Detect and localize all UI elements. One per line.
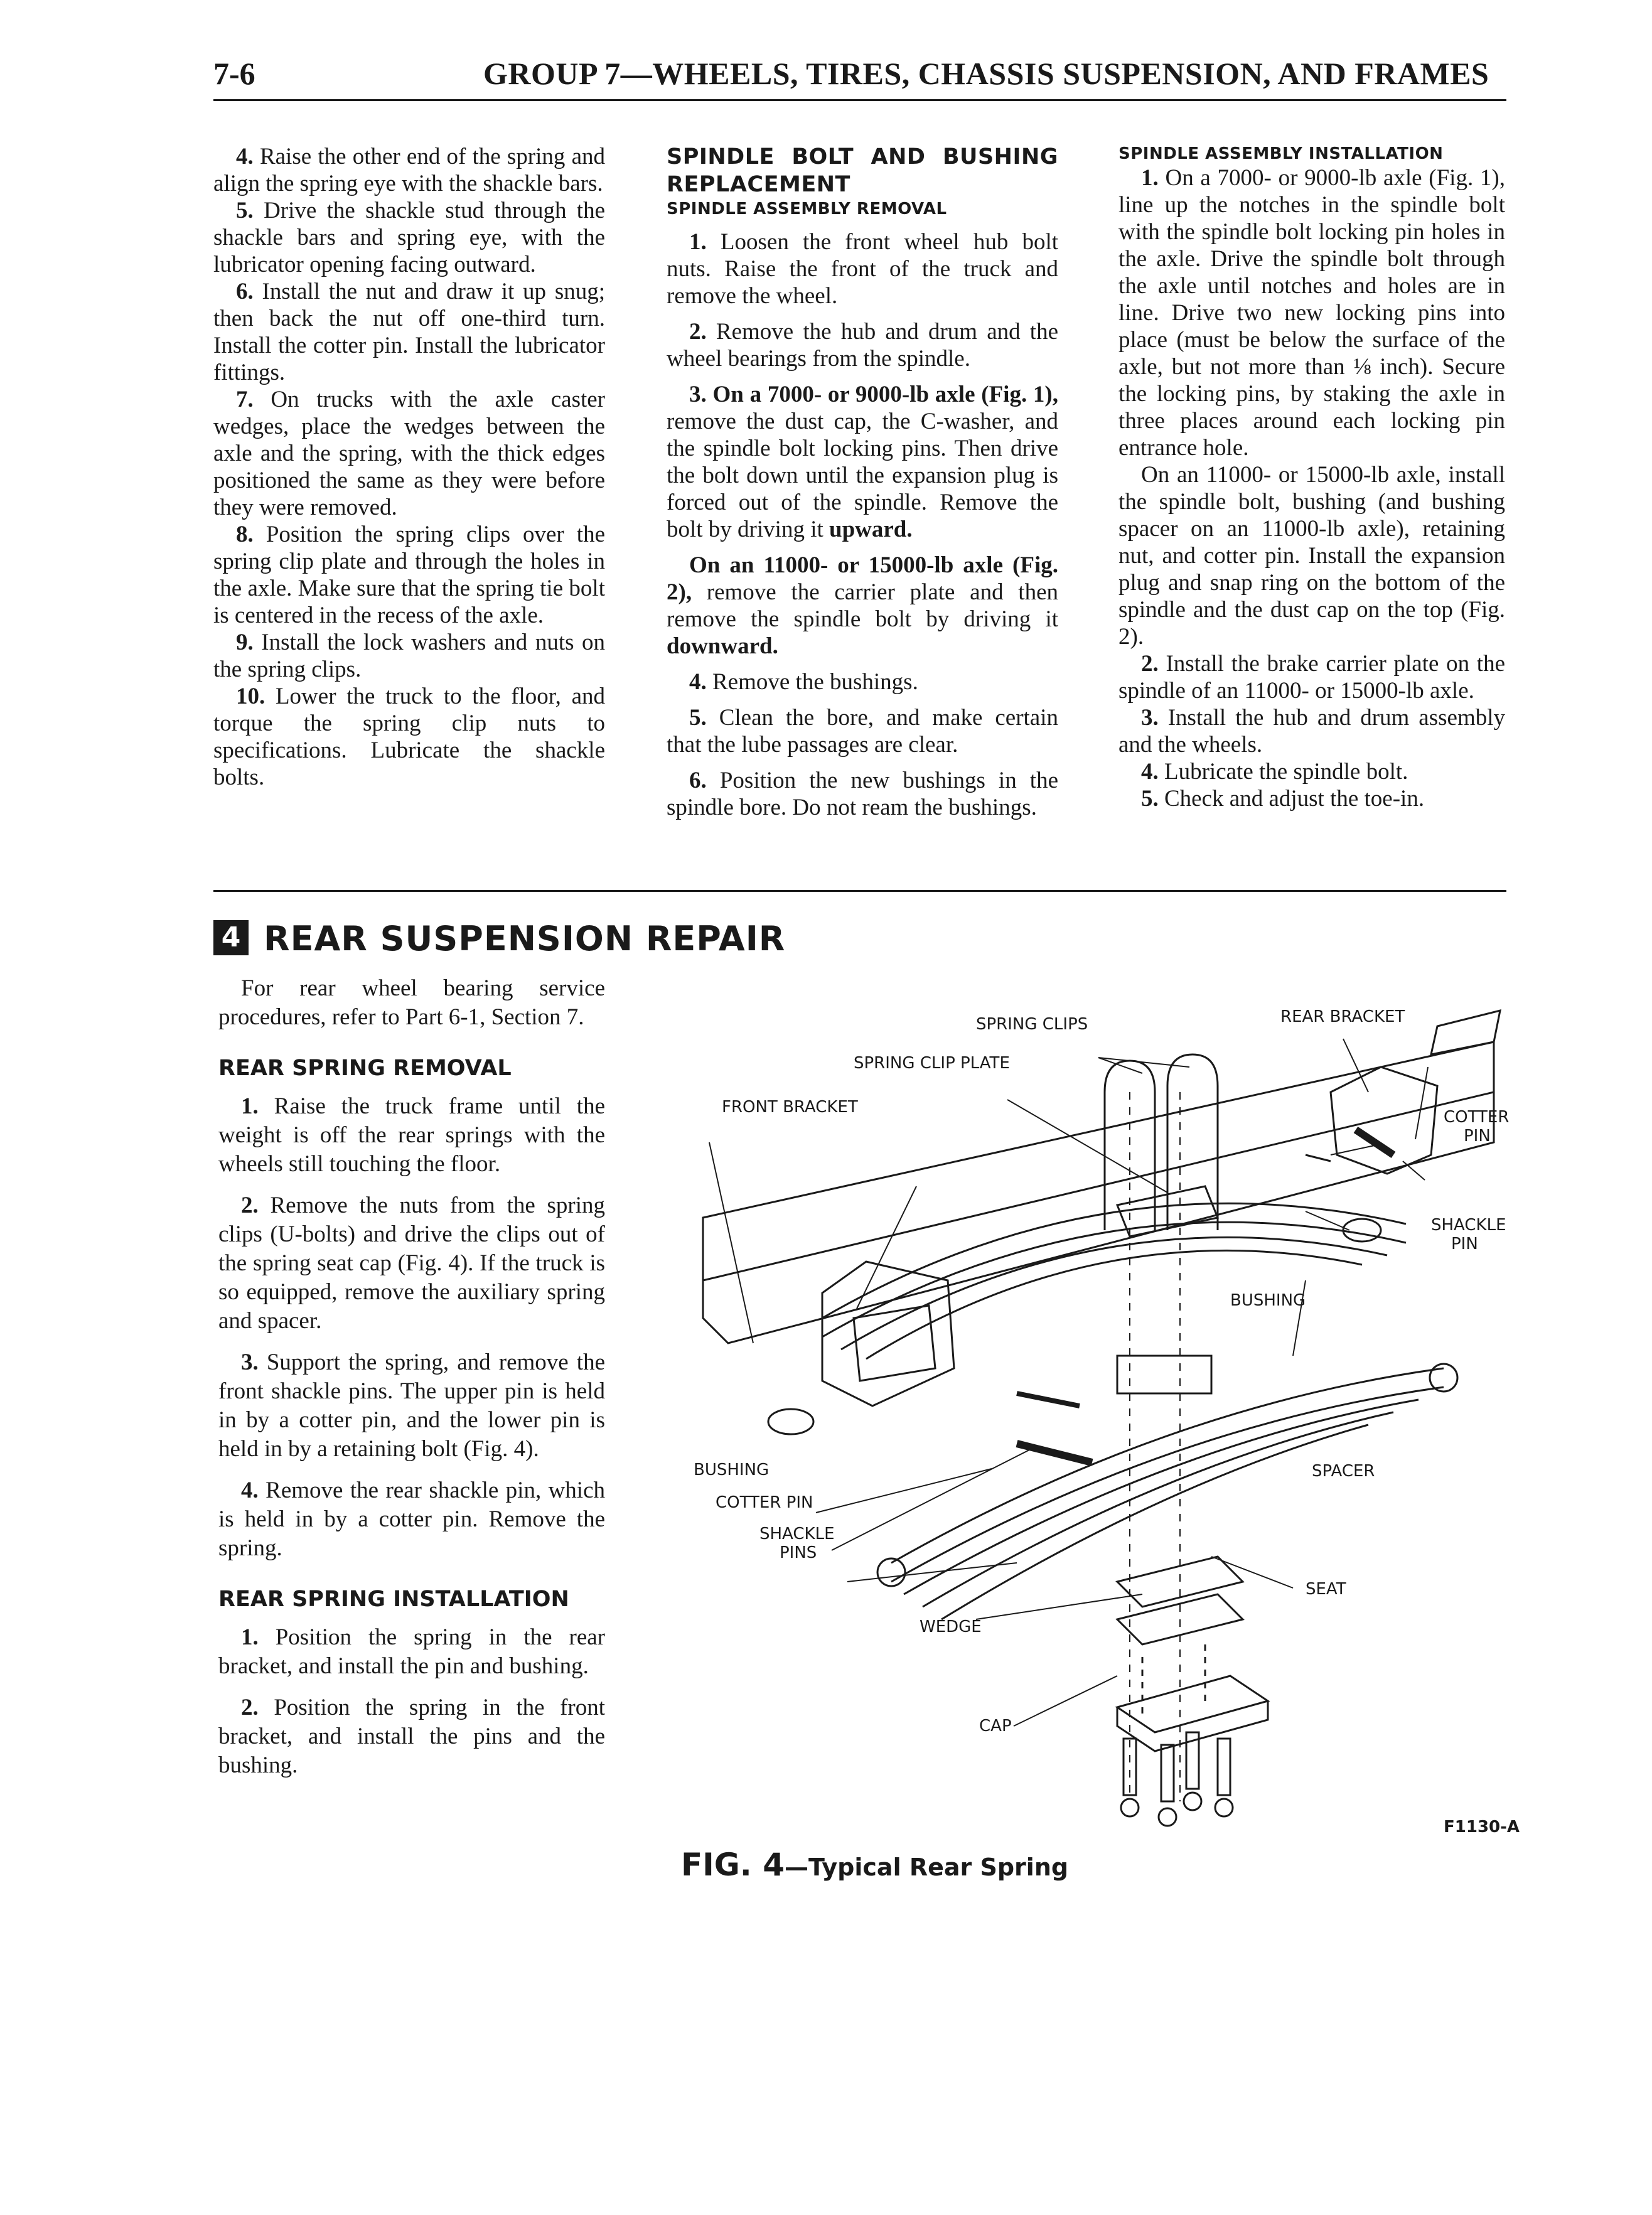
paragraph: 4. Raise the other end of the spring and align the spring eye with the shackle bars. [213,144,606,196]
rear-bracket [1331,1067,1437,1174]
header-rule [213,99,1506,101]
column-3-top [1118,143,1505,812]
paragraph: 2. Remove the nuts from the spring clips (U-bolts) and drive the clips out of the spring seat cap (Fig. 4). If the truck is so equipped, remove the auxiliary spring and spacer. [218,1193,606,1334]
label-shackle-pins: PINS [780,1543,817,1562]
page-number: 7-6 [213,56,255,91]
label-shackle-pin-right: SHACKLE [1431,1216,1506,1235]
subsection-heading: SPINDLE ASSEMBLY INSTALLATION [1118,144,1444,163]
label-cotter-pin-right: COTTER [1444,1108,1510,1127]
paragraph: 3. Support the spring, and remove the front shackle pins. The upper pin is held in by a cotter pin, and the lower pin is held in by a retaining bolt (Fig. 4). [218,1349,606,1462]
paragraph: 6. Position the new bushings in the spindle bore. Do not ream the bushings. [667,768,1058,820]
paragraph: 3. Install the hub and drum assembly and the wheels. [1118,705,1506,758]
paragraph: 2. Remove the hub and drum and the wheel bearings from the spindle. [667,319,1058,372]
paragraph: 2. Position the spring in the front bracket, and install the pins and the bushing. [218,1695,605,1778]
cap [1117,1676,1268,1732]
section-number-badge: 4 [213,920,249,955]
label-spring-clip-plate: SPRING CLIP PLATE [854,1054,1010,1073]
paragraph: 5. Clean the bore, and make certain that the lube passages are clear. [667,705,1059,758]
column-1-top [213,143,605,791]
paragraph: 5. Check and adjust the toe-in. [1141,786,1425,812]
intro-paragraph: For rear wheel bearing service procedures, refer to Part 6-1, Section 7. [218,975,605,1030]
subsection-heading: SPINDLE ASSEMBLY REMOVAL [667,200,947,218]
paragraph: 3. On a 7000- or 9000-lb axle (Fig. 1), remove the dust cap, the C-washer, and the spindle bolt locking pins. Then drive the bolt down until the expansion plug is forced out of the spindle. Remove the bolt by driving it upward. [667,382,1059,542]
paragraph: 5. Drive the shackle stud through the shackle bars and spring eye, with the lubricator opening facing outward. [213,198,605,277]
section-title: REAR SUSPENSION REPAIR [264,919,786,958]
label-rear-bracket: REAR BRACKET [1280,1007,1405,1026]
paragraph: 1. Raise the truck frame until the weight is off the rear springs with the wheels still touching the floor. [218,1093,605,1177]
figure-number: FIG. 4 [681,1847,785,1883]
cotter-pin-right [1306,1155,1331,1161]
label-bushing-right: BUSHING [1230,1291,1306,1310]
paragraph: 6. Install the nut and draw it up snug; then back the nut off one-third turn. Install the cotter pin. Install the lubricator fittings. [213,279,606,385]
paragraph: 7. On trucks with the axle caster wedges, place the wedges between the axle and the spring, with the thick edges positioned the same as they were before they were removed. [213,387,605,520]
paragraph: 10. Lower the truck to the floor, and torque the spring clip nuts to specifications. Lubricate the shackle bolts. [213,684,606,790]
figure-caption [681,1847,1068,1883]
shackle-pin-right [1356,1130,1393,1155]
paragraph: 4. Remove the bushings. [689,669,918,695]
label-cotter-pin-right: PIN [1464,1127,1491,1145]
paragraph: 8. Position the spring clips over the spring clip plate and through the holes in the axle. Make sure that the spring tie bolt is centered in the recess of the axle. [213,522,605,628]
paragraph: 1. On a 7000- or 9000-lb axle (Fig. 1), line up the notches in the spindle bolt with the spindle bolt locking pin holes in the axle. Drive the spindle bolt through the axle until notches and holes are in line. Drive two new locking pins into place (must be below the surface of the axle, but not more than ⅛ inch). Secure the locking pins, by staking the axle in three places around each locking pin entrance hole. [1118,165,1505,461]
paragraph: On an 11000- or 15000-lb axle, install the spindle bolt, bushing (and bushing spacer on an 11000-lb axle), retaining nut, and cotter pin. Install the expansion plug and snap ring on the bottom of the spindle and the dust cap on the top (Fig. 2). [1118,462,1505,650]
label-shackle-pins: SHACKLE [759,1525,835,1543]
label-spring-clips: SPRING CLIPS [976,1015,1088,1034]
frame-rail [703,1042,1494,1280]
installation-heading: REAR SPRING INSTALLATION [218,1587,569,1612]
label-cap: CAP [979,1717,1012,1735]
spacer-block [1117,1356,1211,1393]
label-seat: SEAT [1306,1580,1346,1599]
paragraph: 9. Install the lock washers and nuts on the spring clips. [213,630,606,682]
rear-spring-exploded-diagram [665,967,1531,1845]
label-front-bracket: FRONT BRACKET [722,1098,858,1117]
column-2-top [667,143,1058,821]
figure-code: F1130-A [1444,1818,1520,1837]
paragraph: 1. Position the spring in the rear bracket, and install the pin and bushing. [218,1624,605,1679]
label-cotter-pin-left: COTTER PIN [716,1493,813,1512]
rear-suspension-text-column [218,974,605,1780]
label-shackle-pin-right: PIN [1451,1235,1478,1253]
paragraph: 4. Lubricate the spindle bolt. [1141,759,1408,785]
label-bushing-left: BUSHING [694,1461,770,1479]
bushing-left [768,1409,813,1434]
removal-heading: REAR SPRING REMOVAL [218,1056,512,1081]
paragraph: 4. Remove the rear shackle pin, which is held in by a cotter pin. Remove the spring. [218,1478,606,1561]
paragraph: 1. Loosen the front wheel hub bolt nuts. Raise the front of the truck and remove the wheel. [667,229,1059,309]
page-header-title: GROUP 7—WHEELS, TIRES, CHASSIS SUSPENSION, AND FRAMES [483,56,1489,91]
section-heading: SPINDLE BOLT AND BUSHING REPLACEMENT [667,144,1058,197]
label-wedge: WEDGE [920,1617,982,1636]
paragraph: 2. Install the brake carrier plate on the spindle of an 11000- or 15000-lb axle. [1118,651,1506,704]
section-rule [213,890,1506,892]
figure-title: —Typical Rear Spring [785,1853,1069,1881]
label-spacer: SPACER [1312,1462,1375,1481]
paragraph: On an 11000- or 15000-lb axle (Fig. 2), remove the carrier plate and then remove the spindle bolt by driving it downward. [667,552,1058,659]
